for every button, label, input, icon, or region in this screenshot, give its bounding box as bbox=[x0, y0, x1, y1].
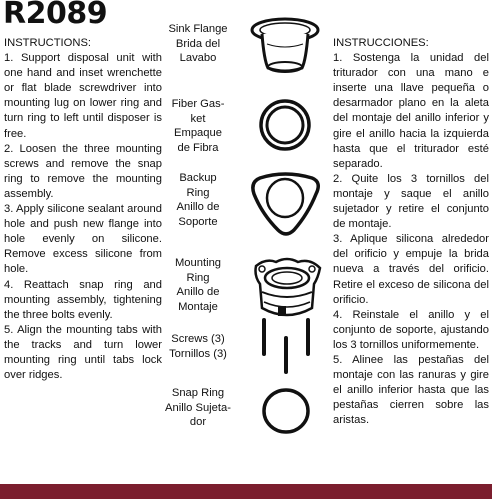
screws-label-line: Tornillos (3) bbox=[169, 347, 227, 360]
mounting-ring-label-line: Anillo de bbox=[176, 286, 220, 299]
sink-flange-label-line: Brida del bbox=[175, 37, 221, 50]
english-step-3: 3. Apply silicone sealant around hole and push new flange into hole evenly on silicone. Remove excess silicone from hole. bbox=[4, 203, 162, 276]
sink-flange-label-line: Lavabo bbox=[179, 52, 217, 65]
english-step-4: 4. Reattach snap ring and mounting assembly, tightening the three bolts evenly. bbox=[4, 278, 162, 321]
backup-ring-label-line: Soporte bbox=[178, 215, 218, 228]
english-heading: INSTRUCTIONS: bbox=[4, 37, 92, 49]
snap-ring-icon bbox=[260, 386, 312, 436]
backup-ring-label bbox=[150, 171, 246, 229]
spanish-heading: INSTRUCCIONES: bbox=[333, 37, 429, 49]
mounting-ring-label-line: Montaje bbox=[178, 300, 218, 313]
mounting-ring-icon bbox=[248, 252, 326, 326]
snap-ring-label-line: dor bbox=[189, 416, 207, 429]
backup-ring-label-line: Backup bbox=[179, 172, 217, 184]
sink-flange-label bbox=[150, 22, 246, 66]
sink-flange-icon bbox=[248, 14, 322, 76]
mounting-ring-label-line: Ring bbox=[186, 271, 210, 284]
snap-ring-label-line: Anillo Sujeta- bbox=[165, 401, 231, 414]
spanish-step-2: 2. Quite los 3 tornillos del montaje y saque el anillo sujetador y retire el conjunto de montaje. bbox=[333, 172, 489, 231]
spanish-step-4: 4. Reinstale el anillo y el conjunto de soporte, ajustando los 3 tornillos uniformemente. bbox=[333, 308, 489, 351]
backup-ring-label-line: Ring bbox=[186, 186, 210, 199]
english-step-2: 2. Loosen the three mounting screws and remove the snap ring to remove the mounting assembly. bbox=[4, 142, 162, 200]
sink-flange-label-line: Sink Flange bbox=[168, 23, 228, 35]
bottom-bar bbox=[0, 484, 492, 499]
english-step-5: 5. Align the mounting tabs with the tracks and turn lower mounting ring until tabs lock over ridges. bbox=[4, 323, 162, 382]
spanish-step-1: 1. Sostenga la unidad del triturador con una mano e inserte una llave pequeña o desarmador plano en la aleta del montaje del anillo inferior y gire el anillo hacia la izquierda hasta que el triturador esté separado. bbox=[333, 52, 489, 170]
backup-ring-icon bbox=[246, 168, 324, 240]
fiber-gasket-label-line: de Fibra bbox=[177, 141, 219, 154]
mounting-ring-label-line: Mounting bbox=[174, 257, 222, 269]
snap-ring-label bbox=[150, 386, 246, 430]
fiber-gasket-icon bbox=[258, 98, 312, 152]
screws-label-line: Screws (3) bbox=[171, 333, 225, 345]
spanish-instructions bbox=[333, 36, 489, 428]
fiber-gasket-label-line: ket bbox=[190, 112, 206, 125]
english-step-1: 1. Support disposal unit with one hand and inset wrenchette or flat blade screwdriver into mounting lug on lower ring and turn ring to left until disposer is free. bbox=[4, 52, 162, 140]
fiber-gasket-label-line: Empaque bbox=[174, 127, 222, 140]
english-instructions bbox=[4, 36, 162, 383]
fiber-gasket-label bbox=[150, 97, 246, 155]
spanish-step-5: 5. Alinee las pestañas del montaje con las ranuras y gire el anillo inferior hasta que las pestañas cierren sobre las aristas. bbox=[333, 353, 489, 427]
backup-ring-label-line: Anillo de bbox=[176, 201, 220, 214]
mounting-ring-label bbox=[150, 256, 246, 314]
snap-ring-label-line: Snap Ring bbox=[171, 387, 225, 399]
spanish-step-3: 3. Aplique silicona alrededor del orificio y empuje la brida nueva a través del orificio. Retire el exceso de silicona del orificio. bbox=[333, 233, 489, 306]
screws-icon bbox=[256, 316, 316, 376]
screws-label bbox=[150, 332, 246, 361]
model-code: R2089 bbox=[3, 0, 108, 31]
fiber-gasket-label-line: Fiber Gas- bbox=[171, 98, 225, 110]
